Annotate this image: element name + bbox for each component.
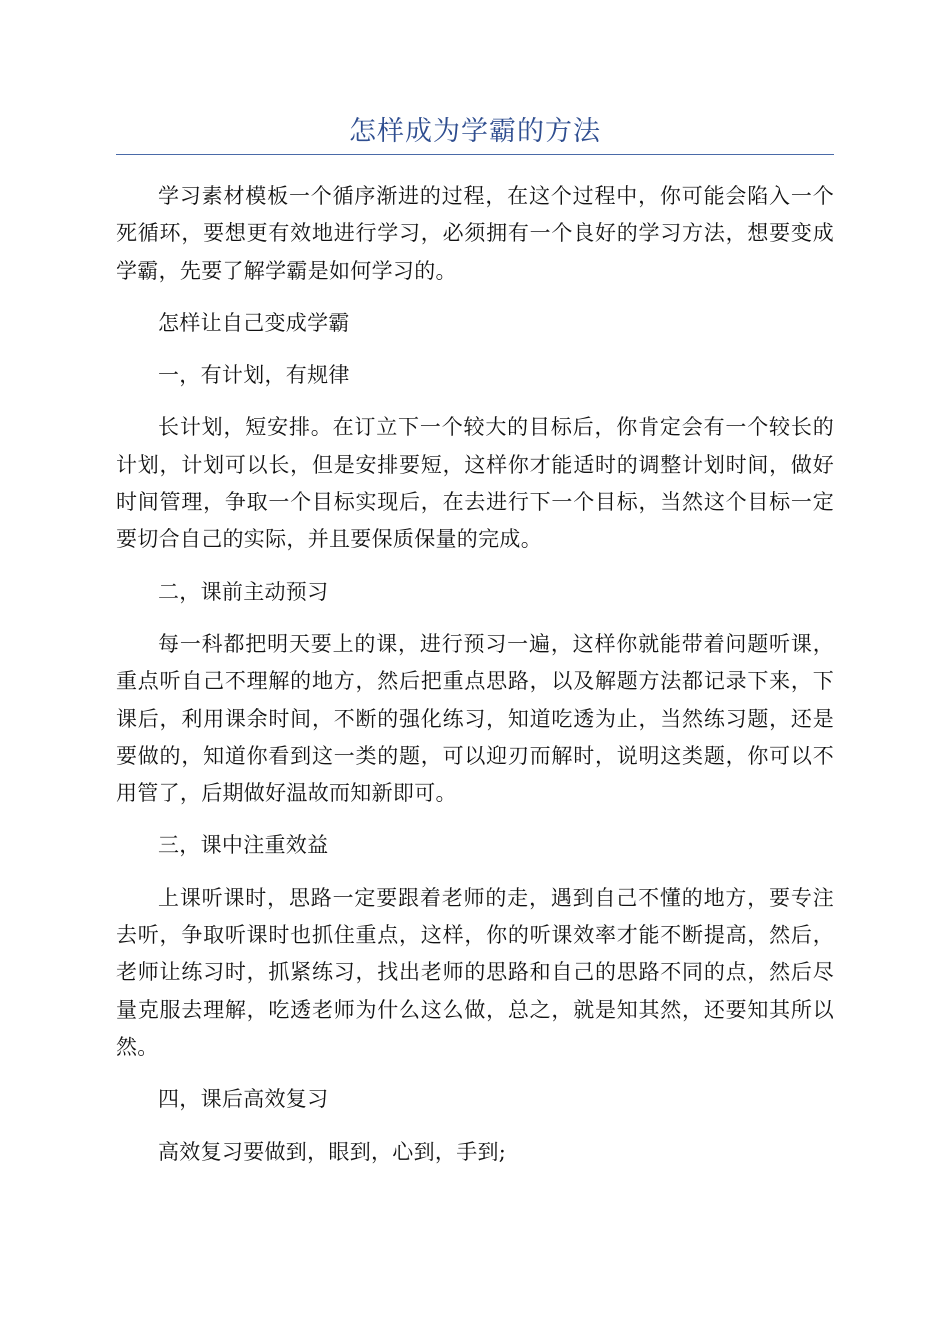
document-title: 怎样成为学霸的方法 — [349, 116, 601, 147]
section-3-paragraph: 上课听课时，思路一定要跟着老师的走，遇到自己不懂的地方，要专注去听，争取听课时也抓住重点，这样，你的听课效率才能不断提高，然后，老师让练习时，抓紧练习，找出老师的思路和自己的思路不同的点，然后尽量克服去理解，吃透老师为什么这么做，总之，就是知其然，还要知其所以然。 — [116, 885, 834, 1059]
section-4-heading: 四，课后高效复习 — [158, 1087, 329, 1112]
section-2-paragraph: 每一科都把明天要上的课，进行预习一遍，这样你就能带着问题听课，重点听自己不理解的地方，然后把重点思路，以及解题方法都记录下来，下课后，利用课余时间，不断的强化练习，知道吃透为止，当然练习题，还是要做的，知道你看到这一类的题，可以迎刃而解时，说明这类题，你可以不用管了，后期做好温故而知新即可。 — [116, 631, 834, 806]
section-4-paragraph: 高效复习要做到，眼到，心到，手到; — [158, 1139, 507, 1164]
section-1-paragraph: 长计划，短安排。在订立下一个较大的目标后，你肯定会有一个较长的计划，计划可以长，但是安排要短，这样你才能适时的调整计划时间，做好时间管理，争取一个目标实现后，在去进行下一个目标，当然这个目标一定要切合自己的实际，并且要保质保量的完成。 — [116, 415, 834, 552]
title-underline — [116, 154, 834, 155]
section-1-heading: 一，有计划，有规律 — [158, 363, 350, 388]
section-3-heading: 三，课中注重效益 — [158, 833, 329, 858]
document-body — [116, 178, 834, 1186]
section-2-heading: 二，课前主动预习 — [158, 579, 329, 604]
intro-paragraph: 学习素材模板一个循序渐进的过程，在这个过程中，你可能会陷入一个死循环，要想更有效地进行学习，必须拥有一个良好的学习方法，想要变成学霸，先要了解学霸是如何学习的。 — [116, 184, 834, 283]
section-intro-heading: 怎样让自己变成学霸 — [158, 310, 350, 335]
